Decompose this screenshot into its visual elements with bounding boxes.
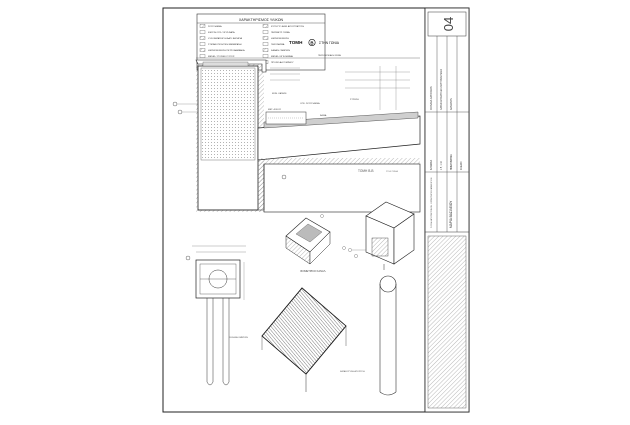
section-title-prefix: ΤΟΜΗ bbox=[289, 40, 303, 45]
label-concrete: ΟΠΛ. ΣΚΥΡΟΔΕΜΑ bbox=[300, 103, 320, 105]
label-structure: ΜΟΝ. ΚΑΤΑΣΚ. bbox=[272, 93, 288, 95]
legend-item: ΜΕΤΑΛ. ΚΙΓΚΛΙΔΩΜΑ bbox=[271, 56, 293, 58]
project-line-2: ΚΑΤΑΣΚΕΥΑΣΤΙΚΕΣ ΛΕΠΤΟΜΕΡΕΙΕΣ bbox=[440, 68, 443, 110]
legend-item: ΘΕΡΜΟΜΟΝΩΣΗ bbox=[271, 38, 289, 40]
legend-item: ΣΤΕΓΑΝΟΠΟΙΗΤΙΚΗ ΜΕΜΒΡΑΝΗ bbox=[208, 44, 242, 46]
date-label: ΗΜΕΡΟΜΗΝΙΑ bbox=[451, 154, 453, 170]
scale-label: ΚΛΙΜΑΚΑ bbox=[431, 159, 433, 170]
legend-item: ΘΕΡΜΟΜΟΝΩΣΗ ΠΕΤΡΟΒΑΜΒΑΚΑ bbox=[208, 50, 245, 52]
section-subnote: ΣΤΗΝ ΓΩΝΙΑ bbox=[386, 171, 398, 173]
scale-value: 1:5, 1:10 bbox=[441, 161, 443, 170]
legend-swatch bbox=[200, 54, 205, 57]
legend-swatch bbox=[263, 36, 268, 39]
sheet-number: 04 bbox=[441, 16, 456, 32]
label-layer: ΣΤΡΩΣΗ bbox=[350, 99, 359, 101]
section-subtitle: ΤΟΜΗ Β-Β bbox=[358, 169, 374, 173]
label-beam: ΜΕΤ. ΔΟΚΟΣ bbox=[268, 109, 282, 111]
bottom-note: ΚΑΤΑΚΟΡΥΦΗ ΑΠΟΡΡΟΗ bbox=[340, 371, 365, 373]
faculty-line: ΣΧΟΛΗ ΑΡΧΙΤΕΚΤΟΝΩΝ · ΕΡΓΑΣΤΗΡΙΟ ΚΑΤΑΣΚΕΥΩΝ bbox=[431, 177, 433, 228]
legend-item: ΚΑΝΑΛΙ ΟΜΒΡΙΩΝ bbox=[271, 50, 290, 52]
label-roof: ΔΩΜΑ bbox=[320, 115, 327, 117]
legend-swatch bbox=[263, 30, 268, 33]
legend-item: ΜΕΤΑΛ. ΣΤΟΙΧΕΙΟ ΣΥΓΚΡ. bbox=[208, 56, 235, 58]
pipe-note: ΣΩΛΗΝΑ ΟΜΒΡΙΩΝ bbox=[229, 337, 248, 339]
legend-swatch bbox=[263, 24, 268, 27]
legend-item: ΦΕΡΟΝ ΟΠΛ. ΣΚΥΡ./ΒΑΤΑ bbox=[208, 32, 235, 34]
legend-swatch bbox=[200, 24, 205, 27]
legend-swatch bbox=[200, 36, 205, 39]
title-block-shaded-panel bbox=[428, 236, 466, 408]
project-line-3: ΔΩΜΑΤΩΝ bbox=[450, 98, 453, 110]
section-title bbox=[289, 39, 340, 45]
iso-caption: ΙΣΟΜΕΤΡΙΚΟ ΚΑΝΑΛ. bbox=[300, 270, 327, 273]
section-title-letter: Β bbox=[310, 40, 314, 46]
student-name: ΜΑΡΙΑ ΒΑΣΙΛΕΙΟΥ bbox=[449, 200, 453, 228]
legend-swatch bbox=[263, 54, 268, 57]
drawing-label: ΣΧΕΔΙΟ bbox=[461, 161, 463, 170]
legend-item: ΠΕΡΙΜΕΤΡ. ΓΩΝΙΑ bbox=[271, 32, 290, 34]
legend-swatch bbox=[263, 42, 268, 45]
legend-item: ΓΕΩΥΦΑΣΜΑ bbox=[271, 44, 285, 46]
legend-item: ΣΚΥΡΟΔΕΜΑ bbox=[208, 26, 222, 28]
legend-swatch bbox=[263, 48, 268, 51]
title-block bbox=[425, 8, 469, 412]
legend-item: ΦΥΤΕΥΤΟ ΔΩΜ. ΑΠΟΣΤΡΑΓΓΙΣΗ bbox=[271, 26, 305, 28]
project-line-1: ΜΟΝΑΔΑ ΚΑΤΟΙΚΙΩΝ bbox=[430, 86, 433, 110]
section-title-suffix: ΣΤΗΝ ΓΩΝΙΑ bbox=[319, 41, 340, 45]
legend-swatch bbox=[200, 30, 205, 33]
legend-item: ΞΥΛΟΚΑΤΑΣΚΕΥΗ ΔΑΠ. ΒΑΤΗΡΙΑ bbox=[208, 38, 242, 40]
legend-title: ΧΑΡΑΚΤΗΡΙΣΜΟΣ ΥΛΙΚΩΝ bbox=[238, 18, 284, 22]
label-perimeter-zone: ΠΕΡΙΦΕΡΕΙΑΚΗ ΖΩΝΗ bbox=[318, 55, 342, 57]
legend-swatch bbox=[200, 42, 205, 45]
legend-item: ΠΡΟΦΙΛ ΑΛΟΥΜΙΝΙΟΥ bbox=[271, 62, 294, 64]
legend-swatch bbox=[200, 48, 205, 51]
